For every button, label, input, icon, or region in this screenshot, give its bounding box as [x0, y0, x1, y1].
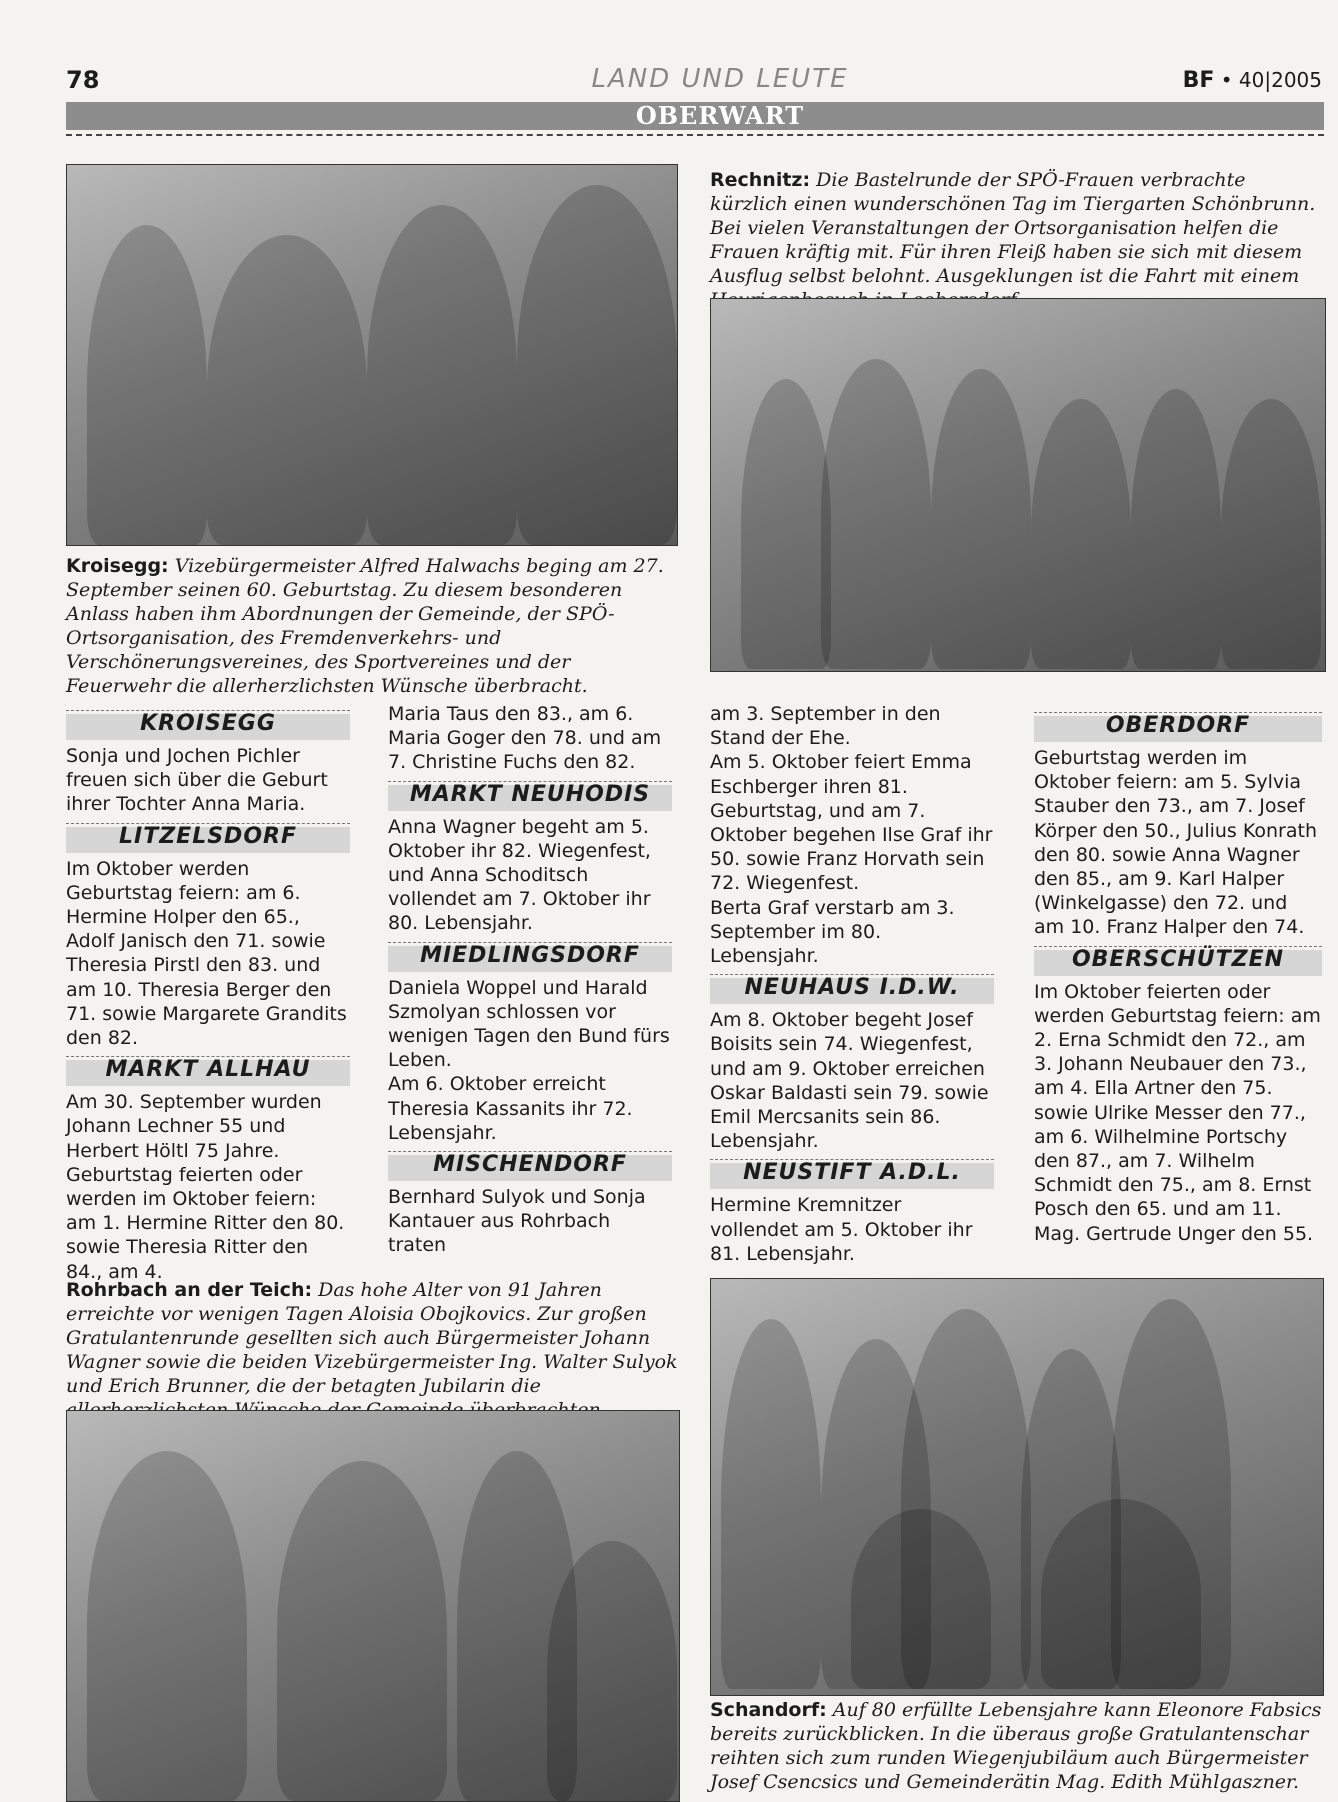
- issue-number: 40|2005: [1238, 68, 1322, 92]
- text-markt-allhau-1: Am 30. September wurden Johann Lechner 55 und Herbert Höltl 75 Jahre.: [66, 1091, 322, 1162]
- column-2: [388, 702, 672, 1258]
- caption-rohrbach: [66, 1278, 678, 1422]
- text-kroisegg: Sonja und Jochen Pichler freuen sich über die Geburt ihrer Tochter Anna Maria.: [66, 745, 328, 816]
- caption-rechnitz-text: Die Bastelrunde der SPÖ-Frauen verbrachte kürzlich einen wunderschönen Tag im Tiergarten Schönbrunn. Bei vielen Veranstaltungen der Ortsorganisation helfen die Frauen kräftig mit. Für ihren Fleiß haben sie sich mit diesem Ausflug selbst belohnt. Ausgeklungen ist die Fahrt mit einem: [710, 169, 1316, 287]
- photo-kroisegg: [66, 164, 678, 546]
- caption-schandorf-place: Schandorf:: [710, 1699, 827, 1721]
- text-litzelsdorf: Im Oktober werden Geburtstag feiern: am 6. Hermine Holper den 65., Adolf Janisch den 71. sowie Theresia Pirstl den 83. und am 10. Theresia Berger den 71. sowie Margarete Grandits den 82.: [66, 857, 347, 1050]
- caption-kroisegg-text: Vizebürgermeister Alfred Halwachs beging am 27. September seinen 60. Geburtstag. Zu diesem besonderen Anlass haben ihm Abordnungen der Gemeinde, der SPÖ-Ortsorganisation, des Fremdenverkehrs- und Verschönerungsvereines, des Sportvereines und der Feuerwehr die allerherzlichsten Wünsche überbracht.: [66, 555, 664, 697]
- text-oberschuetzen: Im Oktober feierten oder werden Geburtstag feiern: am 2. Erna Schmidt den 72., am 3. Johann Neubauer den 73., am 4. Ella Artner den 75. sowie Ulrike Messer den 77., am 6. Wilhelmine Portschy den 87., am 7. Wilhelm Schmidt den 75., am 8. Ernst Posch den 65. und am 11. Mag. Gertrude Unger den 55.: [1034, 980, 1321, 1245]
- caption-schandorf: [710, 1698, 1322, 1794]
- column-3: [710, 702, 994, 1266]
- photo-schandorf: [710, 1278, 1324, 1696]
- text-col3-continued-2: Am 5. Oktober feiert Emma Eschberger ihren 81. Geburtstag, und am 7. Oktober begehen Ilse Graf ihr 50. sowie Franz Horvath sein 72. Wiegenfest.: [710, 751, 993, 895]
- issue-label: [1183, 68, 1322, 93]
- heading-neuhaus: NEUHAUS I.D.W.: [710, 972, 994, 1006]
- heading-kroisegg: KROISEGG: [66, 708, 350, 742]
- heading-markt-allhau: MARKT ALLHAU: [66, 1054, 350, 1088]
- heading-oberschuetzen: OBERSCHÜTZEN: [1034, 944, 1322, 978]
- issue-brand: BF: [1182, 68, 1215, 93]
- page-number: 78: [66, 66, 100, 94]
- text-miedlingsdorf-1: Daniela Woppel und Harald Szmolyan schlossen vor wenigen Tagen den Bund fürs Leben.: [388, 976, 670, 1072]
- heading-litzelsdorf: LITZELSDORF: [66, 821, 350, 855]
- header-divider: [66, 134, 1324, 136]
- text-markt-allhau-2: Geburtstag feierten oder werden im Oktober feiern: am 1. Hermine Ritter den 80. sowie Theresia Ritter den 84., am 4.: [66, 1163, 345, 1283]
- photo-rohrbach: [66, 1410, 680, 1802]
- photo-rechnitz: [710, 298, 1326, 672]
- section-title: LAND UND LEUTE: [591, 64, 849, 94]
- text-miedlingsdorf-2: Am 6. Oktober erreicht Theresia Kassanits ihr 72. Lebensjahr.: [388, 1073, 633, 1144]
- heading-mischendorf: MISCHENDORF: [388, 1149, 672, 1183]
- issue-separator: •: [1220, 68, 1233, 92]
- text-col2-continued: Maria Taus den 83., am 6. Maria Goger den 78. und am 7. Christine Fuchs den 82.: [388, 703, 662, 774]
- caption-kroisegg: [66, 554, 678, 698]
- column-4: [1034, 706, 1322, 1246]
- text-neustift: Hermine Kremnitzer vollendet am 5. Oktober ihr 81. Lebensjahr.: [710, 1194, 973, 1265]
- text-oberdorf: Geburtstag werden im Oktober feiern: am 5. Sylvia Stauber den 73., am 7. Josef Körper den 50., Julius Konrath den 80. sowie Anna Wagner den 85., am 9. Karl Halper (Winkelgasse) den 72. und am 10. Franz Halper den 74.: [1034, 747, 1317, 939]
- text-col3-continued-3: Berta Graf verstarb am 3. September im 80. Lebensjahr.: [710, 896, 955, 968]
- region-title: OBERWART: [635, 101, 805, 130]
- text-neuhaus: Am 8. Oktober begeht Josef Boisits sein 74. Wiegenfest, und am 9. Oktober erreichen Oskar Baldasti sein 79. sowie Emil Mercsanits sein 86. Lebensjahr.: [710, 1009, 989, 1153]
- text-mischendorf: Bernhard Sulyok und Sonja Kantauer aus Rohrbach traten: [388, 1186, 646, 1257]
- heading-neustift: NEUSTIFT A.D.L.: [710, 1157, 994, 1191]
- caption-rechnitz: [710, 168, 1322, 312]
- heading-oberdorf: OBERDORF: [1034, 710, 1322, 744]
- text-col3-continued-1: am 3. September in den Stand der Ehe.: [710, 703, 941, 750]
- heading-miedlingsdorf: MIEDLINGSDORF: [388, 940, 672, 974]
- caption-rechnitz-place: Rechnitz:: [710, 169, 811, 191]
- caption-kroisegg-place: Kroisegg:: [66, 555, 169, 577]
- text-markt-neuhodis: Anna Wagner begeht am 5. Oktober ihr 82. Wiegenfest, und Anna Schoditsch vollendet am 7. Oktober ihr 80. Lebensjahr.: [388, 815, 651, 935]
- heading-markt-neuhodis: MARKT NEUHODIS: [388, 779, 672, 813]
- caption-rohrbach-place: Rohrbach an der Teich:: [66, 1279, 313, 1301]
- column-1: [66, 704, 350, 1284]
- caption-rohrbach-text: Das hohe Alter von 91 Jahren erreichte vor wenigen Tagen Aloisia Obojkovics. Zur großen Gratulantenrunde gesellten sich auch Bürgermeister Johann Wagner sowie die beiden Vizebürgermeister Ing. Walter Sulyok und Erich Brunner, die der betagten Jubilarin die: [66, 1279, 678, 1397]
- caption-schandorf-text: Auf 80 erfüllte Lebensjahre kann Eleonore Fabsics bereits zurückblicken. In die überaus große Gratulantenschar reihten sich zum runden Wiegenjubiläum auch Bürgermeister Josef Csencsics und Gemeinderätin Mag. Edith Mühlgaszner.: [710, 1699, 1322, 1793]
